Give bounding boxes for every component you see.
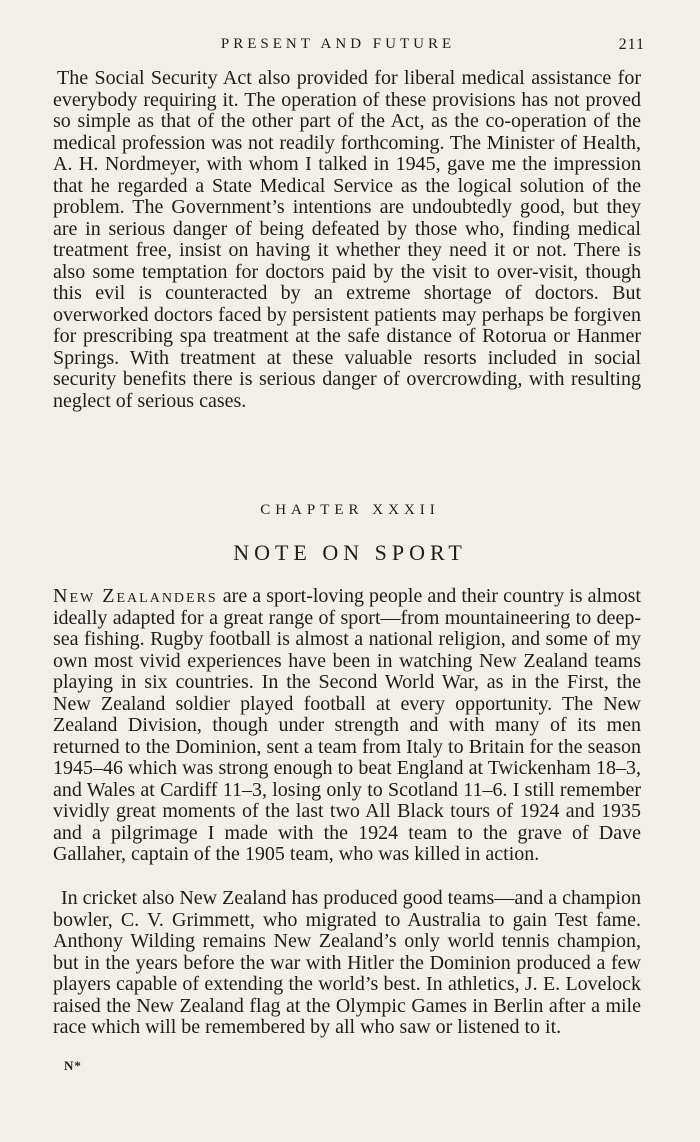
- paragraph-sport-intro-text: are a sport-loving people and their country is almost ideally adapted for a great range of sport—from mountaineering to deep-sea fishing. Rugby football is almost a national religion, and some of my own most vivid experiences have been in watching New Zealand teams playing in six countries. In the Second World War, as in the First, the New Zealand soldier played football at every opportunity. The New Zealand Division, though under strength and with many of its men returned to the Dominion, sent a team from Italy to Britain for the season 1945–46 which was strong enough to beat England at Twickenham 18–3, and Wales at Cardiff 11–3, losing only to Scotland 11–6. I still remember vividly great moments of the last two All Black tours of 1924 and 1935 and a pilgrimage I made with the 1924 team to the grave of Dave Gallaher, captain of the 1905 team, who was killed in action.: [53, 585, 641, 865]
- chapter-title: NOTE ON SPORT: [233, 540, 467, 565]
- paragraph-sport-intro: [53, 586, 641, 866]
- page-header: [55, 36, 645, 58]
- page-number: 211: [618, 36, 645, 53]
- paragraph-social-security: The Social Security Act also provided for liberal medical assistance for everybody requiring it. The operation of these provisions has not proved so simple as that of the other part of the Act, as the co-operation of the medical profession was not readily forthcoming. The Minister of Health, A. H. Nordmeyer, with whom I talked in 1945, gave me the impression that he regarded a State Medical Service as the logical solution of the problem. The Government’s intentions are undoubtedly good, but they are in serious danger of being defeated by those who, finding medical treatment free, insist on having it whether they need it or not. There is also some temptation for doctors paid by the visit to over-visit, though this evil is counteracted by an extreme shortage of doctors. But overworked doctors faced by persistent patients may perhaps be forgiven for prescribing spa treatment at the safe distance of Rotorua or Hanmer Springs. With treatment at these valuable resorts included in social security benefits there is serious danger of overcrowding, with resulting neglect of serious cases.: [53, 67, 641, 412]
- signature-mark: N*: [64, 1058, 82, 1073]
- running-head: PRESENT AND FUTURE: [220, 36, 456, 52]
- lead-in-small-caps: New Zealanders: [53, 585, 218, 607]
- chapter-label: CHAPTER XXXII: [260, 502, 440, 518]
- paragraph-cricket: In cricket also New Zealand has produced good teams—and a champion bowler, C. V. Grimmett, who migrated to Australia to gain Test fame. Anthony Wilding remains New Zealand’s only world tennis champion, but in the years before the war with Hitler the Dominion produced a few players capable of extending the world’s best. In athletics, J. E. Lovelock raised the New Zealand flag at the Olympic Games in Berlin after a mile race which will be remembered by all who saw or listened to it.: [53, 887, 641, 1038]
